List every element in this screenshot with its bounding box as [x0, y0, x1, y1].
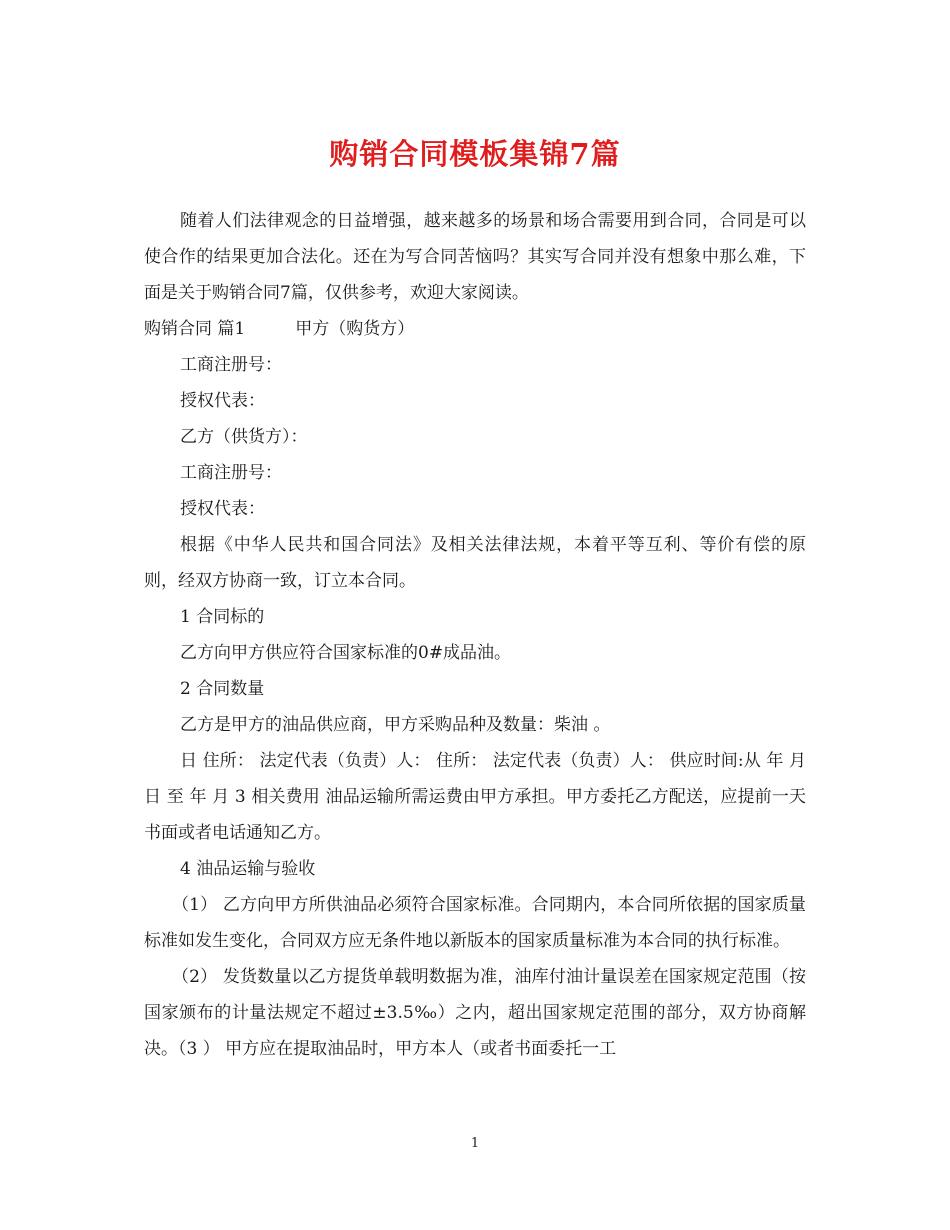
clause4-title: 4 油品运输与验收: [180, 859, 316, 879]
document-title: 购销合同模板集锦7篇: [329, 137, 621, 171]
rep-a: 授权代表：: [180, 391, 265, 411]
clause2-text: 乙方是甲方的油品供应商，甲方采购品种及数量：柴油 。: [180, 715, 611, 735]
page-number: 1: [470, 1136, 480, 1151]
clause1-title: 1 合同标的: [180, 607, 265, 627]
reg-no-a: 工商注册号：: [180, 355, 282, 375]
rep-b: 授权代表：: [180, 499, 265, 519]
party-b-label: 乙方（供货方）：: [180, 427, 308, 447]
clause3-text: 日 住所： 法定代表（负责）人： 住所： 法定代表（负责）人： 供应时间:从 年 月 日 至 年 月 3 相关费用 油品运输所需运费由甲方承担。甲方委托乙方配送，应提前一天书面或者电话通知乙方。: [144, 751, 806, 843]
section-heading-line: [144, 311, 806, 347]
clause2-title: 2 合同数量: [180, 679, 265, 699]
section-heading: 购销合同 篇1: [144, 319, 246, 339]
preamble-paragraph: 根据《中华人民共和国合同法》及相关法律法规，本着平等互利、等价有偿的原则，经双方协商一致，订立本合同。: [144, 535, 806, 591]
intro-paragraph: 随着人们法律观念的日益增强，越来越多的场景和场合需要用到合同，合同是可以使合作的结果更加合法化。还在为写合同苦恼吗？其实写合同并没有想象中那么难，下面是关于购销合同7篇，仅供参考，欢迎大家阅读。: [144, 211, 806, 303]
clause1-text: 乙方向甲方供应符合国家标准的0#成品油。: [180, 643, 512, 663]
party-a-label: 甲方（购货方）: [295, 319, 415, 339]
document-body: [144, 203, 806, 1067]
reg-no-b: 工商注册号：: [180, 463, 282, 483]
clause4-item2: （2） 发货数量以乙方提货单载明数据为准，油库付油计量误差在国家规定范围（按国家颁布的计量法规定不超过±3.5‰）之内，超出国家规定范围的部分，双方协商解决。（3 ） 甲方应在提取油品时，甲方本人（或者书面委托一工: [144, 967, 806, 1059]
clause4-item1: （1） 乙方向甲方所供油品必须符合国家标准。合同期内，本合同所依据的国家质量标准如发生变化，合同双方应无条件地以新版本的国家质量标准为本合同的执行标准。: [144, 895, 806, 951]
